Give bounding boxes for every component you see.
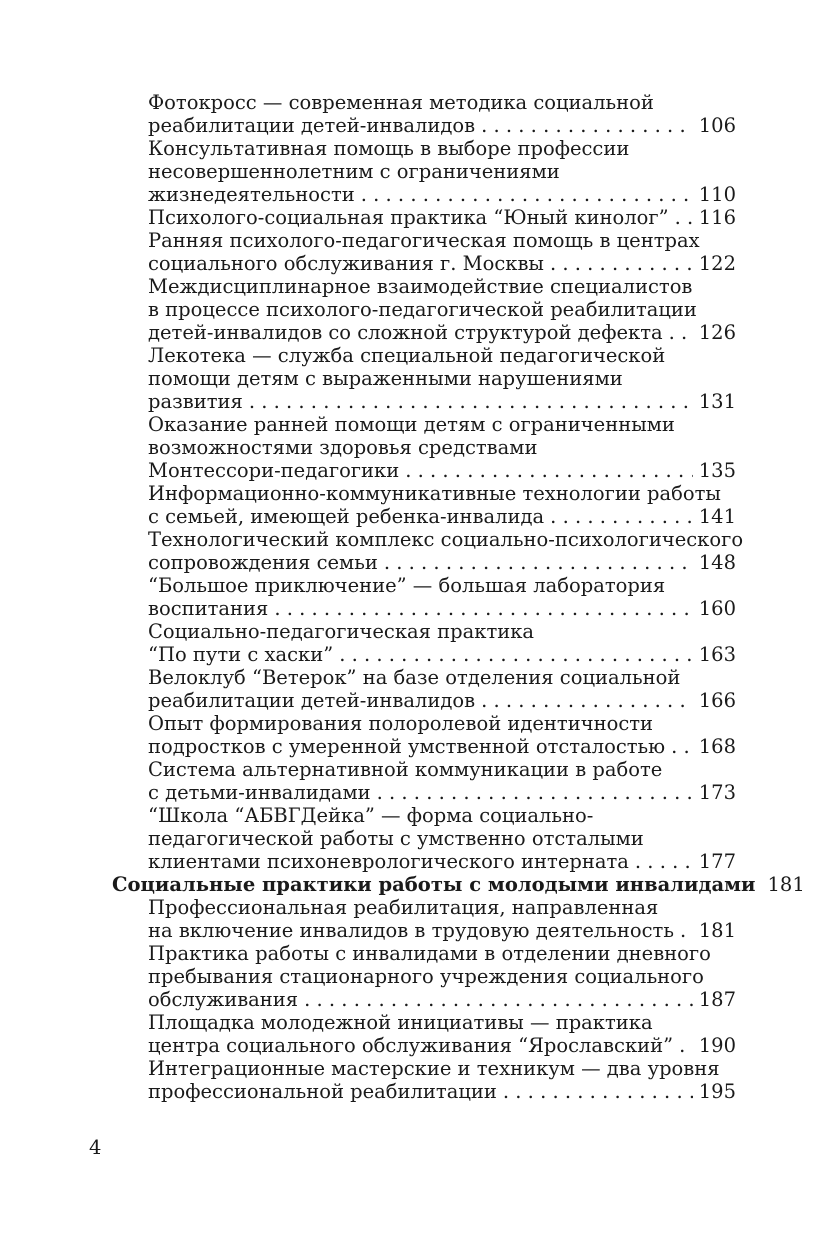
- leader-dots: [361, 183, 693, 206]
- toc-entry: [112, 666, 736, 712]
- toc-entry-final-line: [112, 505, 736, 528]
- toc-page-number: 131: [698, 390, 736, 413]
- leader-dots: [481, 689, 693, 712]
- toc-entry: [112, 758, 736, 804]
- leader-dots: [249, 390, 693, 413]
- leader-dots: [304, 988, 693, 1011]
- toc-page-number: 135: [698, 459, 736, 482]
- toc-entry-final-line: [112, 551, 736, 574]
- toc-page-number: 126: [698, 321, 736, 344]
- toc-entry: [112, 137, 736, 206]
- toc-entry-final-line: [112, 689, 736, 712]
- toc-page-number: 173: [698, 781, 736, 804]
- toc-entry-line: Фотокросс — современная методика социальной: [148, 91, 654, 114]
- toc-entry-title: воспитания: [148, 597, 269, 620]
- toc-entry-title: “По пути с хаски”: [148, 643, 334, 666]
- toc-page-number: 177: [698, 850, 736, 873]
- toc-page-number: 110: [698, 183, 736, 206]
- toc-entry: [112, 206, 736, 229]
- toc-entry-final-line: [112, 597, 736, 620]
- toc-entry-final-line: [112, 183, 736, 206]
- toc-entry-title: на включение инвалидов в трудовую деятельность: [148, 919, 674, 942]
- toc-entry-final-line: [112, 781, 736, 804]
- toc-entry-line: в процессе психолого-педагогической реабилитации: [148, 298, 697, 321]
- toc-entry-title: социального обслуживания г. Москвы: [148, 252, 544, 275]
- toc-entry-title: Психолого-социальная практика “Юный кинолог”: [148, 206, 669, 229]
- toc-entry-line: “Большое приключение” — большая лаборатория: [148, 574, 666, 597]
- toc-entry: [112, 574, 736, 620]
- toc-entry-line: Информационно-коммуникативные технологии работы: [148, 482, 721, 505]
- toc-page-number: 187: [698, 988, 736, 1011]
- toc-entry: [112, 482, 736, 528]
- toc-entry: [112, 229, 736, 275]
- toc-entry-line: Междисциплинарное взаимодействие специалистов: [148, 275, 693, 298]
- toc-entry-final-line: [112, 988, 736, 1011]
- toc-page-number: 168: [698, 735, 736, 758]
- toc-entry: [112, 344, 736, 413]
- page-number: 4: [89, 1136, 102, 1159]
- toc-entry-line: Велоклуб “Ветерок” на базе отделения социальной: [148, 666, 681, 689]
- toc-entry-final-line: [112, 252, 736, 275]
- toc-entry-line: Оказание ранней помощи детям с ограниченными: [148, 413, 675, 436]
- toc-entry: [112, 413, 736, 482]
- toc-page-number: 141: [698, 505, 736, 528]
- toc-entry-title: реабилитации детей-инвалидов: [148, 114, 476, 137]
- toc-entry: [112, 91, 736, 137]
- toc-entry-line: Интеграционные мастерские и техникум — два уровня: [148, 1057, 720, 1080]
- toc-page-number: 122: [698, 252, 736, 275]
- toc-entry-line: Опыт формирования полоролевой идентичности: [148, 712, 654, 735]
- toc-entry-title: с детьми-инвалидами: [148, 781, 371, 804]
- toc-entry-title: центра социального обслуживания “Ярославский”: [148, 1034, 674, 1057]
- toc-page-number: 166: [698, 689, 736, 712]
- toc-page-number: 195: [698, 1080, 736, 1103]
- toc-entry-line: Консультативная помощь в выборе профессии: [148, 137, 630, 160]
- toc-entry: [112, 1011, 736, 1057]
- toc-section-entry: [112, 873, 805, 896]
- toc-entry-line: возможностями здоровья средствами: [148, 436, 538, 459]
- toc-entry: [112, 620, 736, 666]
- toc-entry-line: Социально-педагогическая практика: [148, 620, 535, 643]
- leader-dots: [669, 321, 693, 344]
- toc-page-number: 181: [698, 919, 736, 942]
- toc-entry-line: Профессиональная реабилитация, направленная: [148, 896, 659, 919]
- leader-dots: [635, 850, 693, 873]
- toc-entry: [112, 942, 736, 1011]
- toc-entry-title: профессиональной реабилитации: [148, 1080, 497, 1103]
- toc-entry-line: Ранняя психолого-педагогическая помощь в центрах: [148, 229, 700, 252]
- toc-entry: [112, 528, 744, 574]
- toc-entry: [112, 896, 736, 942]
- leader-dots: [550, 505, 693, 528]
- toc-page-number: 148: [698, 551, 736, 574]
- leader-dots: [339, 643, 693, 666]
- toc-entry-title: реабилитации детей-инвалидов: [148, 689, 476, 712]
- toc-entry-line: “Школа “АБВГДейка” — форма социально-: [148, 804, 594, 827]
- toc-page-number: 116: [698, 206, 736, 229]
- leader-dots: [680, 919, 693, 942]
- leader-dots: [274, 597, 692, 620]
- toc-entry-final-line: [112, 321, 736, 344]
- leader-dots: [384, 551, 693, 574]
- toc-entry-line: педагогической работы с умственно отсталыми: [148, 827, 644, 850]
- toc-entry-title: сопровождения семьи: [148, 551, 378, 574]
- toc-entry-final-line: [112, 919, 736, 942]
- toc-page-number: 160: [698, 597, 736, 620]
- toc-entry-final-line: [112, 873, 805, 896]
- toc-entry-final-line: [112, 643, 736, 666]
- toc-entry-line: Система альтернативной коммуникации в работе: [148, 758, 663, 781]
- toc-entry-line: Практика работы с инвалидами в отделении дневного: [148, 942, 711, 965]
- toc-page-number: 106: [698, 114, 736, 137]
- toc-page-number: 190: [698, 1034, 736, 1057]
- toc-entry-title: жизнедеятельности: [148, 183, 355, 206]
- leader-dots: [550, 252, 693, 275]
- leader-dots: [481, 114, 693, 137]
- toc-entry-line: помощи детям с выраженными нарушениями: [148, 367, 623, 390]
- toc-entry-final-line: [112, 206, 736, 229]
- toc-entry-line: Технологический комплекс социально-психологического: [148, 528, 744, 551]
- table-of-contents: [112, 91, 805, 1103]
- toc-entry-final-line: [112, 1080, 736, 1103]
- toc-entry-final-line: [112, 735, 736, 758]
- toc-entry: [112, 804, 736, 873]
- toc-entry-final-line: [112, 850, 736, 873]
- toc-entry-title: Монтессори-педагогики: [148, 459, 400, 482]
- leader-dots: [675, 206, 693, 229]
- toc-entry-final-line: [112, 1034, 736, 1057]
- toc-entry-final-line: [112, 114, 736, 137]
- toc-entry: [112, 275, 736, 344]
- leader-dots: [679, 1034, 693, 1057]
- toc-entry-final-line: [112, 459, 736, 482]
- toc-entry-title: клиентами психоневрологического интерната: [148, 850, 629, 873]
- toc-entry-title: обслуживания: [148, 988, 299, 1011]
- toc-entry-line: Лекотека — служба специальной педагогической: [148, 344, 666, 367]
- leader-dots: [503, 1080, 693, 1103]
- toc-entry-title: детей-инвалидов со сложной структурой дефекта: [148, 321, 663, 344]
- toc-entry-line: пребывания стационарного учреждения социального: [148, 965, 704, 988]
- toc-entry: [112, 1057, 736, 1103]
- toc-entry-title: развития: [148, 390, 243, 413]
- leader-dots: [405, 459, 693, 482]
- toc-entry-title: Социальные практики работы с молодыми инвалидами: [112, 873, 756, 896]
- toc-entry-final-line: [112, 390, 736, 413]
- toc-entry-title: подростков с умеренной умственной отсталостью: [148, 735, 666, 758]
- toc-entry-title: с семьей, имеющей ребенка-инвалида: [148, 505, 545, 528]
- toc-page-number: 163: [698, 643, 736, 666]
- toc-entry-line: несовершеннолетним с ограничениями: [148, 160, 560, 183]
- toc-entry-line: Площадка молодежной инициативы — практика: [148, 1011, 653, 1034]
- leader-dots: [377, 781, 693, 804]
- toc-page-number: 181: [767, 873, 805, 896]
- leader-dots: [671, 735, 693, 758]
- toc-entry: [112, 712, 736, 758]
